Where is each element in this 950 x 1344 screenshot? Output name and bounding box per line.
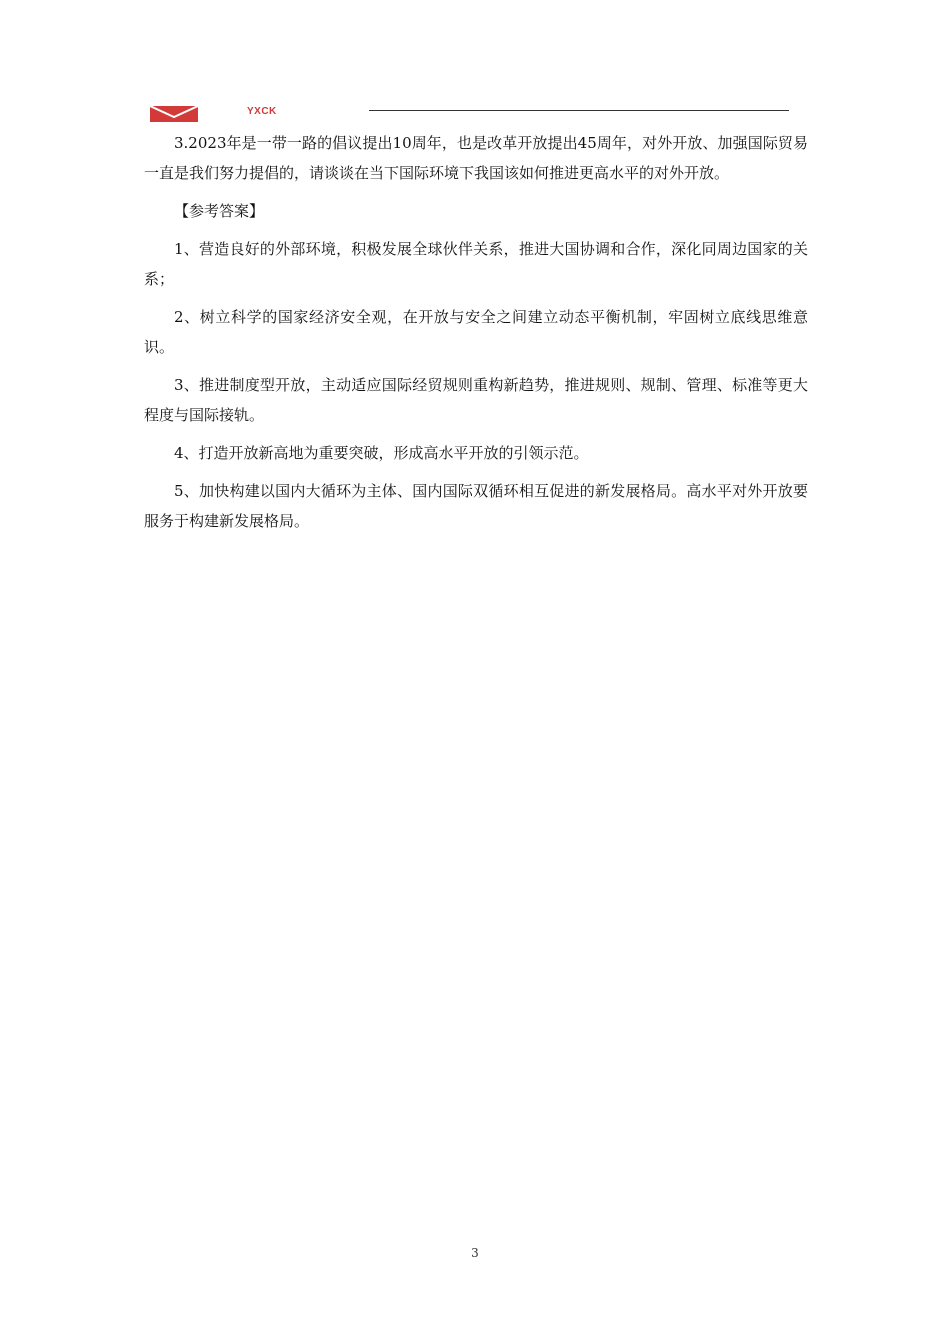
page-header xyxy=(0,0,950,125)
question-text: 3.2023年是一带一路的倡议提出10周年，也是改革开放提出45周年，对外开放、加强国际贸易一直是我们努力提倡的，请谈谈在当下国际环境下我国该如何推进更高水平的对外开放。 xyxy=(144,134,808,182)
answer-item-3: 3、推进制度型开放，主动适应国际经贸规则重构新趋势，推进规则、规制、管理、标准等更大程度与国际接轨。 xyxy=(144,376,808,424)
logo-text: YXCK xyxy=(247,106,277,117)
answer-heading: 【参考答案】 xyxy=(174,202,265,220)
document-body xyxy=(144,128,808,544)
answer-item-4: 4、打造开放新高地为重要突破，形成高水平开放的引领示范。 xyxy=(174,444,589,462)
answer-item-2: 2、树立科学的国家经济安全观，在开放与安全之间建立动态平衡机制，牢固树立底线思维意识。 xyxy=(144,308,808,356)
header-divider xyxy=(369,110,789,111)
answer-item-1: 1、营造良好的外部环境，积极发展全球伙伴关系，推进大国协调和合作，深化同周边国家的关系； xyxy=(144,240,808,288)
answer-item-5: 5、加快构建以国内大循环为主体、国内国际双循环相互促进的新发展格局。高水平对外开放要服务于构建新发展格局。 xyxy=(144,482,808,530)
page-number: 3 xyxy=(471,1246,479,1260)
logo-envelope-icon xyxy=(150,106,198,122)
